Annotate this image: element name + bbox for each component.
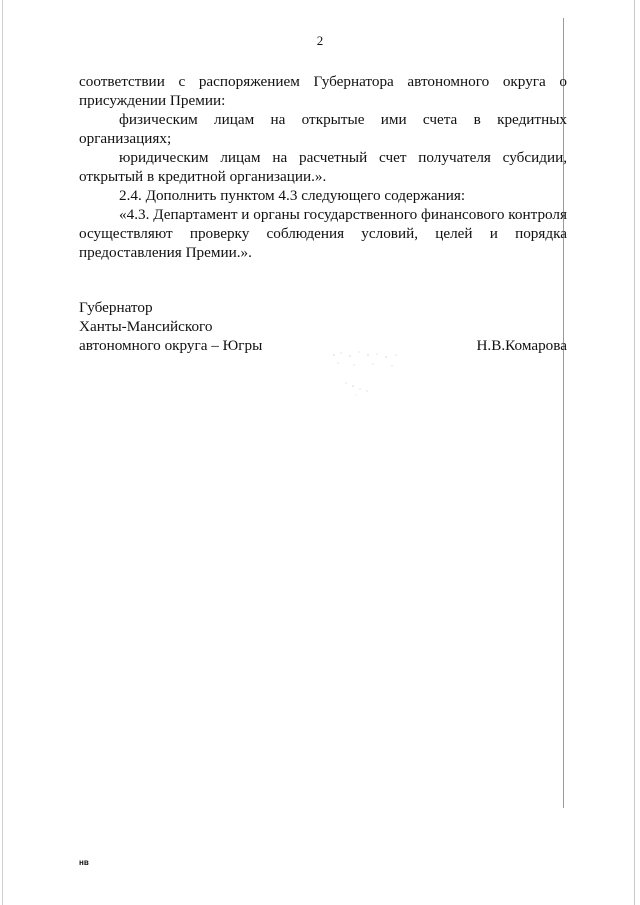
signature-block (79, 298, 567, 355)
scan-edge-left (2, 0, 3, 905)
signatory-position-line3: автономного округа – Югры (79, 337, 263, 354)
paragraph-continuation: соответствии с распоряжением Губернатора автономного округа о присуждении Премии: (79, 73, 567, 109)
signatory-name: Н.В.Комарова (476, 337, 567, 354)
signatory-position-line1: Губернатор (79, 299, 153, 316)
paragraph-clause-4-3: «4.3. Департамент и органы государственного финансового контроля осуществляют проверку соблюдения условий, целей и порядка предоставления Премии.». (79, 206, 567, 261)
paragraph-legal-entities: юридическим лицам на расчетный счет получателя субсидии, открытый в кредитной организации.». (79, 149, 567, 185)
executor-initials: нв (79, 858, 89, 867)
paragraph-amendment-2-4: 2.4. Дополнить пунктом 4.3 следующего содержания: (119, 187, 466, 204)
scan-edge-right (634, 0, 635, 905)
faint-stamp-marks (326, 345, 406, 405)
page-number: 2 (316, 33, 324, 48)
document-body (79, 72, 567, 262)
paragraph-individuals: физическим лицам на открытые ими счета в кредитных организациях; (79, 111, 567, 147)
signatory-position-line2: Ханты-Мансийского (79, 318, 213, 335)
